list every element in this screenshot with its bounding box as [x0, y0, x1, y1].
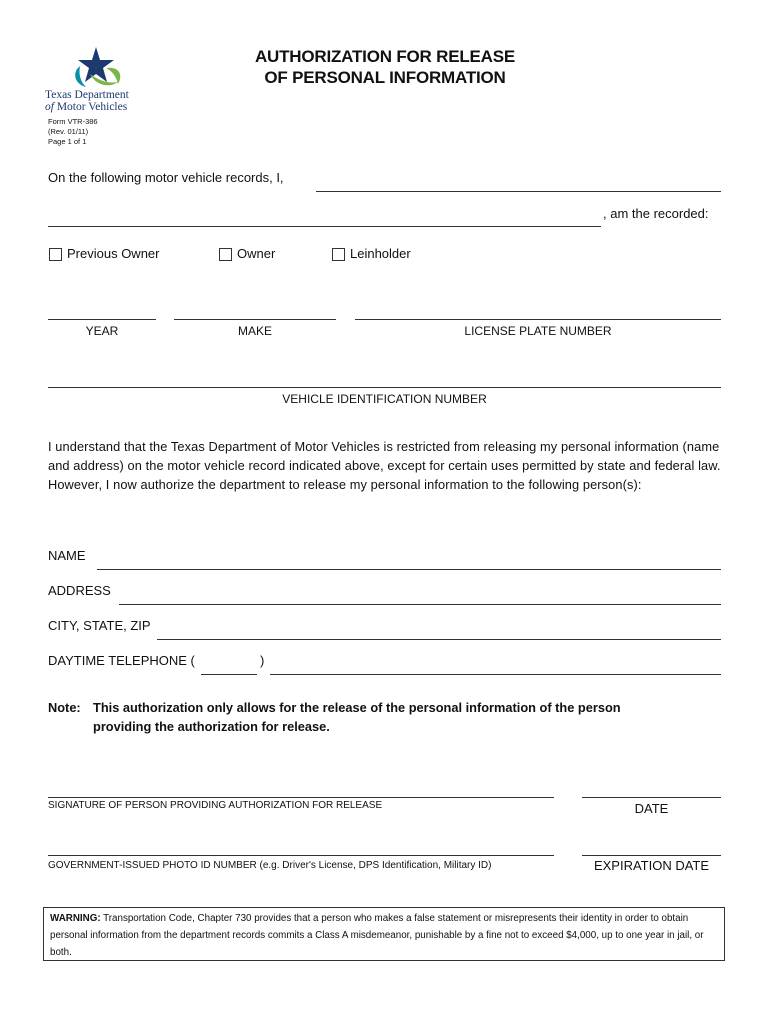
license-plate-field[interactable] — [355, 319, 721, 320]
signature-label: SIGNATURE OF PERSON PROVIDING AUTHORIZATION FOR RELEASE — [48, 800, 383, 811]
agency-logo — [44, 44, 144, 114]
authorization-statement: I understand that the Texas Department of Motor Vehicles is restricted from releasing my personal information (name and address) on the motor vehicle record indicated above, except for certain uses permitted by state and federal law. However, I now authorize the department to release my personal information to the following person(s): — [48, 439, 721, 492]
note-label: Note: — [48, 700, 81, 715]
intro-text: On the following motor vehicle records, I, — [48, 170, 284, 185]
address-label: ADDRESS — [48, 583, 111, 598]
owner-name-field[interactable] — [316, 191, 721, 192]
form-title — [200, 46, 570, 88]
agency-name-rest: Motor Vehicles — [53, 101, 128, 113]
telephone-close-paren: ) — [260, 653, 265, 668]
make-field[interactable] — [174, 319, 336, 320]
name-label: NAME — [48, 548, 86, 563]
note-text-line1: This authorization only allows for the release of the personal information of the person — [93, 700, 621, 715]
year-field[interactable] — [48, 319, 156, 320]
owner-label: Owner — [237, 246, 276, 261]
photo-id-field[interactable] — [48, 855, 554, 856]
recipient-phone-field[interactable] — [270, 674, 721, 675]
lienholder-label: Leinholder — [350, 246, 411, 261]
date-field[interactable] — [582, 797, 721, 798]
expiration-date-label: EXPIRATION DATE — [593, 858, 710, 873]
daytime-telephone-label: DAYTIME TELEPHONE ( — [48, 653, 195, 668]
form-page: Page 1 of 1 — [48, 137, 87, 146]
make-label: MAKE — [237, 324, 272, 338]
form-title-line2: OF PERSONAL INFORMATION — [264, 68, 506, 87]
form-title-line1: AUTHORIZATION FOR RELEASE — [254, 47, 516, 66]
agency-name-line1: Texas Department — [45, 89, 129, 101]
lienholder-checkbox[interactable] — [332, 248, 345, 261]
recipient-name-field[interactable] — [97, 569, 721, 570]
warning-label: WARNING: — [50, 913, 101, 924]
photo-id-label: GOVERNMENT-ISSUED PHOTO ID NUMBER (e.g. Driver's License, DPS Identification, Military ID) — [48, 860, 492, 871]
year-label: YEAR — [85, 324, 119, 338]
agency-name-line2 — [45, 101, 127, 113]
form-meta — [48, 117, 98, 147]
warning-box — [43, 907, 725, 961]
warning-text: Transportation Code, Chapter 730 provides that a person who makes a false statement or misrepresents their identity in order to obtain personal information from the department records commits a Class A misdemeanor, punishable by a fine not to exceed $4,000, up to one year in jail, or both. — [50, 913, 704, 958]
date-label: DATE — [634, 801, 669, 816]
agency-name-of: of — [45, 101, 54, 113]
vin-field[interactable] — [48, 387, 721, 388]
owner-name-field-continued[interactable] — [48, 226, 601, 227]
signature-field[interactable] — [48, 797, 554, 798]
recipient-address-field[interactable] — [119, 604, 721, 605]
form-number: Form VTR-386 — [48, 117, 98, 126]
area-code-field[interactable] — [201, 674, 257, 675]
vin-label: VEHICLE IDENTIFICATION NUMBER — [282, 392, 487, 406]
form-revision: (Rev. 01/11) — [48, 127, 89, 136]
recipient-city-field[interactable] — [157, 639, 721, 640]
license-plate-label: LICENSE PLATE NUMBER — [464, 324, 612, 338]
city-state-zip-label: CITY, STATE, ZIP — [48, 618, 151, 633]
expiration-date-field[interactable] — [582, 855, 721, 856]
note-text-line2: providing the authorization for release. — [93, 719, 330, 734]
owner-checkbox[interactable] — [219, 248, 232, 261]
note-text — [93, 698, 733, 736]
previous-owner-label: Previous Owner — [67, 246, 160, 261]
previous-owner-checkbox[interactable] — [49, 248, 62, 261]
recorded-suffix: , am the recorded: — [603, 206, 709, 221]
star-logo-icon — [66, 44, 126, 90]
